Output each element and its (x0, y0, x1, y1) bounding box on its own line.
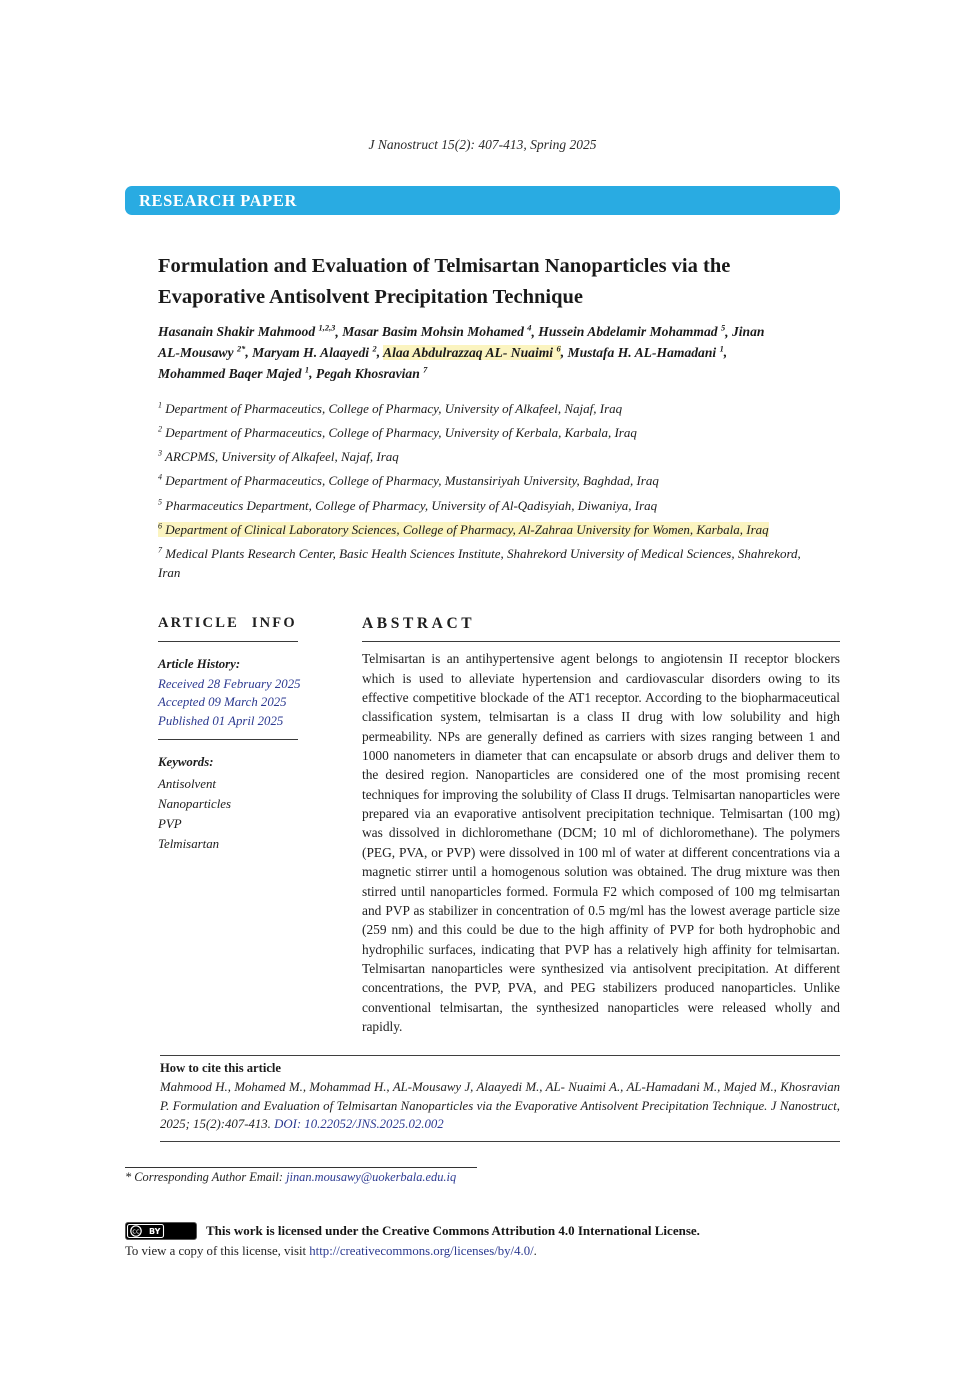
divider (158, 641, 298, 642)
author-list: Hasanain Shakir Mahmood $^{1,2,3}$, Masar Basim Mohsin Mohamed $^4$, Hussein Abdelamir Mohammad $^5$, Jinan AL-Mousawy $^{2*}$, Maryam H. Alaayedi $^2$, Alaa Abdulrazzaq AL- Nuaimi $^6$, Mustafa H. AL-Hamadani $^1$, Mohammed Baqer Majed $^1$, Pegah Khosravian $^7$ (158, 322, 765, 381)
article-info-panel (158, 615, 310, 1036)
license-line1 (125, 1222, 840, 1240)
divider (125, 1167, 477, 1168)
info-abstract-columns (158, 615, 840, 1036)
banner-label: RESEARCH PAPER (139, 190, 297, 210)
author-name: Alaa Abdulrazzaq AL- Nuaimi $^6$ (383, 343, 561, 360)
abstract-panel (362, 615, 840, 1036)
license-statement: This work is licensed under the Creative Commons Attribution 4.0 International License. (206, 1222, 700, 1238)
history-date: Accepted 09 March 2025 (158, 695, 287, 710)
license-block (125, 1222, 840, 1259)
keywords-label: Keywords: (158, 754, 214, 769)
affiliation: $^3$ ARCPMS, University of Alkafeel, Najaf, Iraq (158, 448, 399, 465)
divider (158, 739, 298, 740)
keywords-list (158, 774, 310, 854)
license-line2-prefix: To view a copy of this license, visit (125, 1243, 310, 1258)
affiliation: $^6$ Department of Clinical Laboratory Sciences, College of Pharmacy, Al-Zahraa University for Women, Karbala, Iraq (158, 521, 769, 537)
journal-header: J Nanostruct 15(2): 407-413, Spring 2025 (368, 137, 597, 152)
affiliation: $^7$ Medical Plants Research Center, Basic Health Sciences Institute, Shahrekord University of Medical Sciences, Shahrekord, Iran (158, 545, 801, 580)
paper-title: Formulation and Evaluation of Telmisartan Nanoparticles via the Evaporative Antisolvent Precipitation Technique (158, 255, 731, 308)
keyword: Antisolvent (158, 776, 216, 791)
corresponding-author-email-link[interactable]: jinan.mousawy@uokerbala.edu.iq (286, 1169, 457, 1184)
author-name: Mustafa H. AL-Hamadani $^1$ (567, 343, 724, 360)
affiliation: $^2$ Department of Pharmaceutics, College of Pharmacy, University of Kerbala, Karbala, Iraq (158, 424, 637, 440)
keyword: PVP (158, 816, 182, 831)
citation-text (160, 1078, 840, 1132)
license-line2 (125, 1244, 840, 1259)
author-name: Maryam H. Alaayedi $^2$ (252, 343, 377, 360)
author-name: Mohammed Baqer Majed $^1$ (158, 364, 310, 381)
svg-text:BY: BY (149, 1226, 161, 1236)
author-name: Jinan AL-Mousawy $^{2*}$ (158, 324, 765, 360)
abstract-text: Telmisartan is an antihypertensive agent belongs to angiotensin II receptor blockers which is used to alleviate hypertension and cardiovascular disorders owing to its effective competitive blockade of the AT1 receptor. According to the biopharmaceutical classification system, telmisartan is a class II drug with low solubility and high permeability. NPs are generally defined as carriers with sizes ranging between 1 and 1000 nanometers in diameter that can encapsulate or absorb drugs and deliver them to the desired region. Nanoparticles are considered one of the most promising recent techniques for improving the solubility of Class II drugs. Telmisartan nanoparticles were prepared via an evaporative antisolvent precipitation technique. Telmisartan (100 mg) was dissolved in dichloromethane (DCM; 10 ml of dichloromethane). The polymers (PEG, PVA, or PVP) were dissolved in 100 ml of water at different concentrations via a magnetic stirrer until a homogenous solution was obtained. The drug mixture was then stirred until nanoparticles formed. Formula F2 which composed of 100 mg telmisartan and PVP as stabilizer in concentration of 0.5 mg/ml has the lowest average particle size (259 nm) and this could be due to the high affinity of PVP for both hydrophobic and hydrophilic surfaces, indicating that PVP has a relatively high affinity for telmisartan. Telmisartan nanoparticles were synthesized via antisolvent precipitation. At different concentrations, the PVP, PVA, and PEG stabilizers produced nanoparticles. Unlike conventional telmisartan, the synthesized nanoparticles were released wholly and rapidly. (362, 651, 840, 1035)
affiliation: $^1$ Department of Pharmaceutics, College of Pharmacy, University of Alkafeel, Najaf, Iraq (158, 400, 623, 416)
corresponding-author-footnote (125, 1167, 840, 1185)
citation-block (160, 1055, 840, 1141)
article-info-heading: ARTICLE INFO (158, 615, 297, 632)
affiliation: $^5$ Pharmaceutics Department, College of Pharmacy, University of Al-Qadisyiah, Diwaniya, Iraq (158, 497, 658, 513)
author-name: Masar Basim Mohsin Mohamed $^4$ (342, 322, 532, 340)
history-date: Published 01 April 2025 (158, 713, 284, 728)
cc-by-badge-icon (125, 1222, 197, 1240)
license-url-link[interactable]: http://creativecommons.org/licenses/by/4.0/ (309, 1243, 534, 1258)
corresponding-author-prefix: * Corresponding Author Email: (125, 1169, 287, 1184)
article-history-label: Article History: (158, 657, 241, 672)
affiliation: $^4$ Department of Pharmaceutics, College of Pharmacy, Mustansiriyah University, Baghdad, Iraq (158, 473, 659, 489)
svg-text:cc: cc (132, 1227, 140, 1236)
keyword: Nanoparticles (158, 796, 232, 811)
license-line2-suffix: . (533, 1243, 537, 1258)
abstract-heading: ABSTRACT (362, 615, 476, 633)
citation-label: How to cite this article (160, 1061, 281, 1076)
divider (362, 641, 840, 642)
history-date: Received 28 February 2025 (158, 677, 301, 692)
keyword: Telmisartan (158, 836, 220, 851)
author-name: Hussein Abdelamir Mohammad $^5$ (538, 322, 726, 340)
research-paper-banner (125, 186, 840, 215)
citation-body: Mahmood H., Mohamed M., Mohammad H., AL-Mousawy J, Alaayedi M., AL- Nuaimi A., AL-Hamadani M., Majed M., Khosravian P. Formulation and Evaluation of Telmisartan Nanoparticles via the Evaporative Antisolvent Precipitation Technique. J Nanostruct, 2025; 15(2):407-413. (160, 1080, 840, 1131)
article-history-list (158, 675, 310, 729)
author-name: Hasanain Shakir Mahmood $^{1,2,3}$ (158, 322, 336, 340)
corresponding-author-line (125, 1170, 840, 1185)
affiliation-list (158, 399, 806, 582)
author-name: Pegah Khosravian $^7$ (315, 364, 428, 381)
doi-link[interactable]: DOI: 10.22052/JNS.2025.02.002 (274, 1116, 444, 1131)
